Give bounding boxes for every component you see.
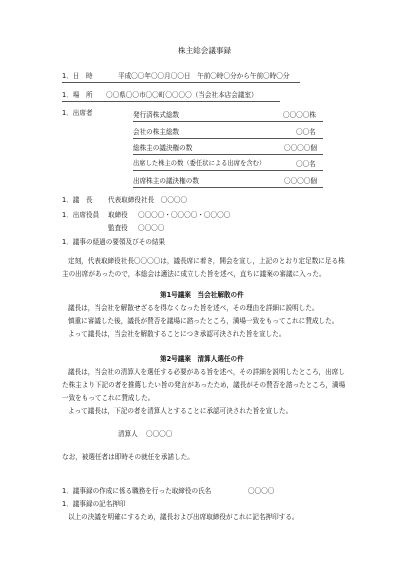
opening-line: 定刻，代表取締役社長〇〇〇〇は，議長席に着き，開会を宣し，上記のとおり定足数に足る株 (68, 257, 345, 265)
stat-label: 出席株主の議決権の数 (133, 177, 199, 185)
directors-names: 〇〇〇〇・〇〇〇〇・〇〇〇〇 (138, 211, 231, 219)
preparer-name: 〇〇〇〇 (248, 487, 275, 495)
agenda2-line: よって議長は，下記の者を清算人とすることに承認可決された旨を宣した。 (68, 407, 293, 415)
stat-value: 〇〇名 (296, 160, 316, 168)
agenda1-line: よって議長は，当会社を解散することにつき承認可決された旨を宣した。 (68, 330, 286, 338)
chair-label: 1．議 長 (62, 196, 93, 204)
opening-line: 主の出席があったので，本総会は適法に成立した旨を述べ，直ちに議案の審議に入った。 (62, 270, 326, 278)
date-value: 平成〇〇年〇〇月〇〇日 午前〇時〇分から午前〇時〇分 (118, 72, 290, 80)
underline (133, 121, 323, 122)
directors-role: 取締役 (108, 211, 128, 219)
underline (62, 82, 300, 83)
liquidator-label: 清算人 (118, 430, 138, 438)
stat-value: 〇〇〇〇個 (284, 177, 317, 185)
stat-label: 総株主の議決権の数 (133, 144, 193, 152)
place-value: 〇〇県〇〇市〇〇町〇〇〇〇（当会社本店会議室） (106, 91, 258, 99)
underline (133, 170, 323, 171)
stat-label: 出席した株主の数（委任状による出席を含む） (133, 160, 266, 167)
agenda2-line: 議長は，当会社の清算人を選任する必要がある旨を述べ，その詳細を説明したところ，出席し (68, 368, 345, 376)
agenda2-line: た株主より下記の者を推薦したい旨の発言があったため，議長がその賛否を諮ったところ，満場 (62, 381, 346, 389)
underline (62, 101, 280, 102)
auditor-role: 監査役 (108, 224, 128, 232)
agenda1-heading: 第1号議案 当会社解散の件 (160, 291, 244, 299)
auditor-name: 〇〇〇〇 (138, 224, 165, 232)
date-label: 1．日 時 (62, 72, 93, 80)
underline (133, 187, 323, 188)
chair-value: 代表取締役社長 〇〇〇〇 (108, 196, 188, 204)
underline (133, 154, 323, 155)
preparer-label: 1．議事録の作成に係る職務を行った取締役の氏名 (62, 487, 212, 495)
stat-label: 会社の株主総数 (133, 128, 180, 136)
agenda1-line: 議長は，当会社を解散せざるを得なくなった旨を述べ，その理由を詳細に説明した。 (68, 304, 319, 312)
agenda1-line: 慎重に審議した後，議長が賛否を議場に諮ったところ，満場一致をもってこれに賛成した。 (68, 317, 339, 325)
officers-label: 1．出席役員 (62, 211, 100, 219)
stat-value: 〇〇〇〇株 (283, 111, 316, 119)
liquidator-name: 〇〇〇〇 (146, 430, 173, 438)
stat-value: 〇〇〇〇個 (284, 144, 317, 152)
seal-heading: 1．議事録の記名押印 (62, 500, 126, 508)
underline (133, 138, 323, 139)
summary-label: 1．議事の経過の要領及びその結果 (62, 238, 166, 246)
agenda2-line: 一致をもってこれに賛成した。 (62, 394, 155, 402)
seal-text: 以上の決議を明確にするため，議長および出席取締役がこれに記名押印する。 (68, 513, 299, 521)
stat-value: 〇〇名 (296, 128, 316, 136)
acceptance-note: なお，被選任者は即時その就任を承諾した。 (62, 453, 194, 461)
document-title: 株主総会議事録 (178, 46, 232, 55)
agenda2-heading: 第2号議案 清算人選任の件 (160, 355, 244, 363)
attendees-label: 1．出席者 (62, 109, 93, 117)
stat-label: 発行済株式総数 (133, 111, 180, 119)
place-label: 1．場 所 (62, 91, 93, 99)
